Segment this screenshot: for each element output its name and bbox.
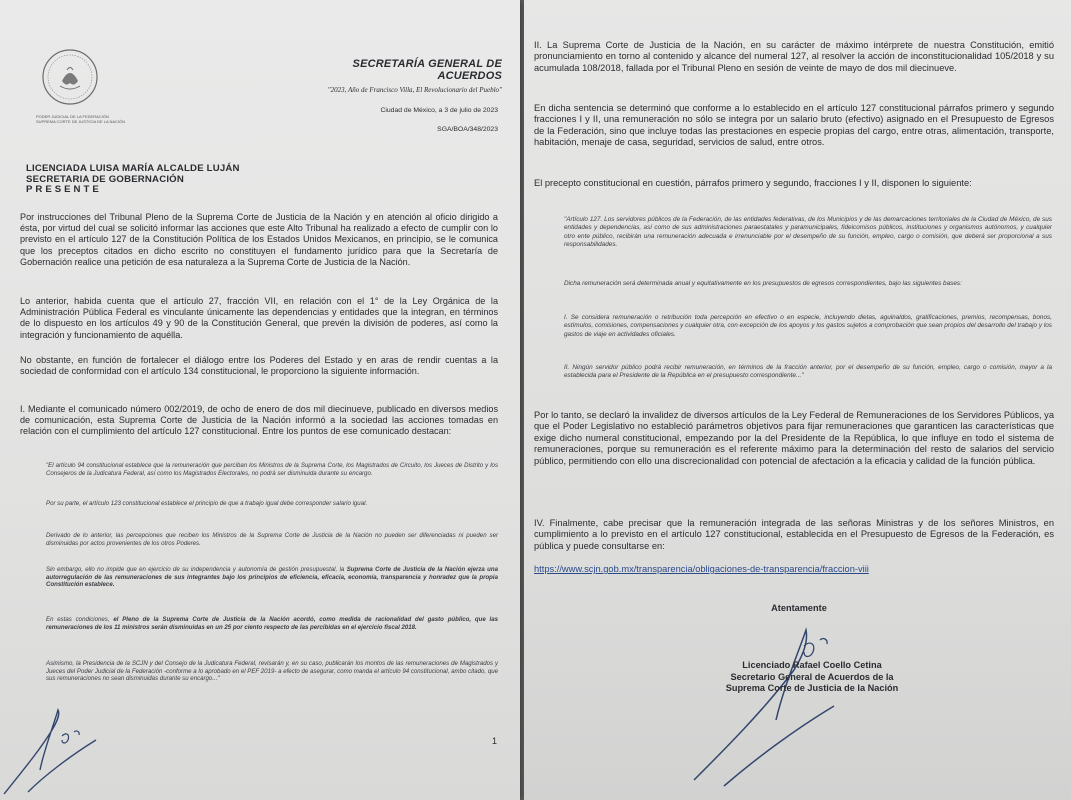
quote-fraction-ii: II. Ningún servidor público podrá recibir remuneración, en términos de la fracción anterior, por el desempeño de su función, empleo, cargo o comisión, mayor a la establecida para el Presidente de la República en el presupuesto correspondiente..." — [564, 364, 1052, 380]
paragraph-precept: El precepto constitucional en cuestión, párrafos primero y segundo, fracciones I y II, disponen lo siguiente: — [534, 178, 972, 188]
closing-salutation: Atentamente — [771, 603, 827, 613]
paragraph-intro: Por instrucciones del Tribunal Pleno de la Suprema Corte de Justicia de la Nación y en atención al oficio dirigido a ésta, por virtud del cual se solicitó informar las acciones que este Alto Tribunal ha realizado a efecto de cumplir con lo previsto en el artículo 127 de la Constitución Política de los Estados Unidos Mexicanos, en principio, se le comunica que los preceptos citados en dicho escrito no constituyen el fundamento jurídico para que la Secretaría de Gobernación realice una petición de esa naturaleza a la Suprema Corte de Justicia de la Nación. — [20, 212, 498, 267]
paragraph-ruling: II. La Suprema Corte de Justicia de la Nación, en su carácter de máximo intérprete de nuestra Constitución, emitió pronunciamiento en torno al contenido y alcance del numeral 127, al resolver la acción de inconstitucionalidad 105/2018 y su acumulada 108/2018, fallada por el Tribunal Pleno en sesión de veinte de mayo de dos mil diecinueve. — [534, 40, 1054, 73]
quote-reduction-bold: el Pleno de la Suprema Corte de Justicia de la Nación acordó, como medida de racionalidad del gasto público, que las remuneraciones de los 11 ministros serán disminuidas en un 25 por ciento respecto de las percibidas en el ejercicio fiscal 2018. — [46, 616, 498, 631]
addressee-role: SECRETARIA DE GOBERNACIÓN — [26, 173, 184, 185]
year-motto: "2023, Año de Francisco Villa, El Revolucionario del Pueblo" — [327, 86, 502, 94]
paragraph-sentence: En dicha sentencia se determinó que conforme a lo establecido en el artículo 127 constitucional párrafos primero y segundo fracciones I y II, una remuneración no sólo se integra por un salario bruto (efectivo) asignado en el Presupuesto de Egresos de la Federación, sino que incluye todas las prestaciones en especie propias del cargo, entre otras, alimentación, transporte, habitación, menaje de casa, seguridad, servicios de salud, entre otros. — [534, 103, 1054, 148]
signer-name: Licenciado Rafael Coello Cetina — [742, 660, 882, 670]
reference-number: SGA/BOA/348/2023 — [437, 126, 498, 133]
paragraph-dialogue: No obstante, en función de fortalecer el diálogo entre los Poderes del Estado y en aras de rendir cuentas a la sociedad de conformidad con el artículo 134 constitucional, le proporciono la siguiente información. — [20, 355, 498, 377]
place-date: Ciudad de México, a 3 de julio de 2023 — [380, 107, 498, 114]
page-number: 1 — [492, 736, 498, 746]
addressee-block — [26, 164, 356, 196]
signer-role-2: Suprema Corte de Justicia de la Nación — [725, 683, 899, 694]
paragraph-law: Lo anterior, habida cuenta que el artículo 27, fracción VII, en relación con el 1° de la Ley Orgánica de la Administración Pública Federal es vinculante únicamente las dependencias y entidades que la integran, en términos de lo dispuesto en los artículos 49 y 90 de la Constitución General, que prevén la división de poderes, así como la integración y funcionamiento de aquélla. — [20, 296, 498, 340]
quote-derived: Derivado de lo anterior, las percepciones que reciben los Ministros de la Suprema Corte de Justicia de la Nación no pueden ser diferenciadas ni pueden ser disminuidas por actos provenientes de los otros Poderes. — [46, 532, 498, 547]
paragraph-communique: I. Mediante el comunicado número 002/2019, de ocho de enero de dos mil diecinueve, publicado en diversos medios de comunicación, esta Suprema Corte de Justicia de la Nación informó a la sociedad las acciones tomadas en relación con el cumplimiento del artículo 127 constitucional. Entre los puntos de ese comunicado destacan: — [20, 404, 498, 437]
quote-article-123: Por su parte, el artículo 123 constitucional establece el principio de que a trabajo igual debe corresponder salario igual. — [46, 500, 368, 507]
signer-block — [684, 660, 940, 695]
paragraph-finally: IV. Finalmente, cabe precisar que la remuneración integrada de las señoras Ministras y de los señores Ministros, en cumplimiento a lo previsto en el artículo 127 constitucional, establecida en el Presupuesto de Egresos de la Federación, es pública y puede consultarse en: — [534, 518, 1054, 551]
quote-reduction — [46, 616, 498, 631]
seal-caption: PODER JUDICIAL DE LA FEDERACIÓN SUPREMA CORTE DE JUSTICIA DE LA NACIÓN — [36, 114, 126, 124]
quote-article-127: "Artículo 127. Los servidores públicos de la Federación, de las entidades federativas, de los Municipios y de las demarcaciones territoriales de la Ciudad de México, de sus entidades y dependencias, así como de sus administraciones paraestatales y paramunicipales, fideicomisos públicos, instituciones y organismos autónomos, y cualquier otro ente público, recibirán una remuneración adecuada e irrenunciable por el desempeño de su función, empleo, cargo o comisión, que deberá ser proporcional a sus responsabilidades. — [564, 216, 1052, 248]
quote-fraction-i: I. Se considera remuneración o retribución toda percepción en efectivo o en especie, incluyendo dietas, aguinaldos, gratificaciones, premios, recompensas, bonos, estímulos, comisiones, compensaciones y cualquier otra, con excepción de los apoyos y los gastos sujetos a comprobación que sean propios del desarrollo del trabajo y los gastos de viaje en actividades oficiales. — [564, 314, 1052, 338]
quote-remuneration-bases: Dicha remuneración será determinada anual y equitativamente en los presupuestos de egresos correspondientes, bajo las siguientes bases: — [564, 280, 962, 287]
initials-signature-icon — [0, 690, 150, 800]
quote-autonomy — [46, 566, 498, 589]
quote-reduction-lead: En estas condiciones, — [46, 616, 114, 623]
department-header: SECRETARÍA GENERAL DE ACUERDOS — [352, 58, 502, 82]
paragraph-invalidity: Por lo tanto, se declaró la invalidez de diversos artículos de la Ley Federal de Remuneraciones de los Servidores Públicos, ya que el Poder Legislativo no estableció parámetros objetivos para fijar remuneraciones que garanticen las características que exige dicho numeral constitucional, empezando por la del Presidente de la República, lo que influye en todo el sistema de remuneraciones, porque su remuneración es el referente máximo para la determinación del resto de salarios del servicio público, permitiendo con ello una discrecionalidad con potencial de afectación a la eficacia y calidad de la función pública. — [534, 410, 1054, 466]
signer-role-1: Secretario General de Acuerdos de la — [730, 671, 894, 682]
transparency-link[interactable]: https://www.scjn.gob.mx/transparencia/obligaciones-de-transparencia/fraccion-viii — [534, 564, 869, 574]
quote-article-94: "El artículo 94 constitucional establece que la remuneración que perciban los Ministros de la Suprema Corte, los Magistrados de Circuito, los Jueces de Distrito y los Consejeros de la Judicatura Federal, así como los Magistrados Electorales, no podrá ser disminuida durante su encargo. — [46, 462, 498, 477]
letter-page-2 — [524, 0, 1071, 800]
national-seal-icon — [40, 48, 100, 106]
letter-page-1 — [0, 0, 520, 800]
addressee-present: PRESENTE — [26, 184, 102, 196]
addressee-name: LICENCIADA LUISA MARÍA ALCALDE LUJÁN — [26, 163, 240, 174]
quote-autonomy-lead: Sin embargo, ello no impide que en ejercicio de su independencia y autonomía de gestión presupuestal, la — [46, 566, 347, 573]
quote-autonomy-bold: Suprema Corte de Justicia de la Nación ejerza una autorregulación de las remuneraciones de sus integrantes bajo los principios de eficiencia, eficacia, economía, transparencia y honradez que la propia Constitución establece. — [46, 566, 498, 589]
quote-presidency: Asimismo, la Presidencia de la SCJN y del Consejo de la Judicatura Federal, revisarán y, en su caso, publicarán los montos de las remuneraciones de Magistrados y Jueces del Poder Judicial de la Federación -conforme a lo aprobado en el PEF 2019- a efecto de asegurar, como manda el artículo 94 constitucional, ambo citado, que sus remuneraciones no sean disminuidas durante su encargo..." — [46, 660, 498, 683]
